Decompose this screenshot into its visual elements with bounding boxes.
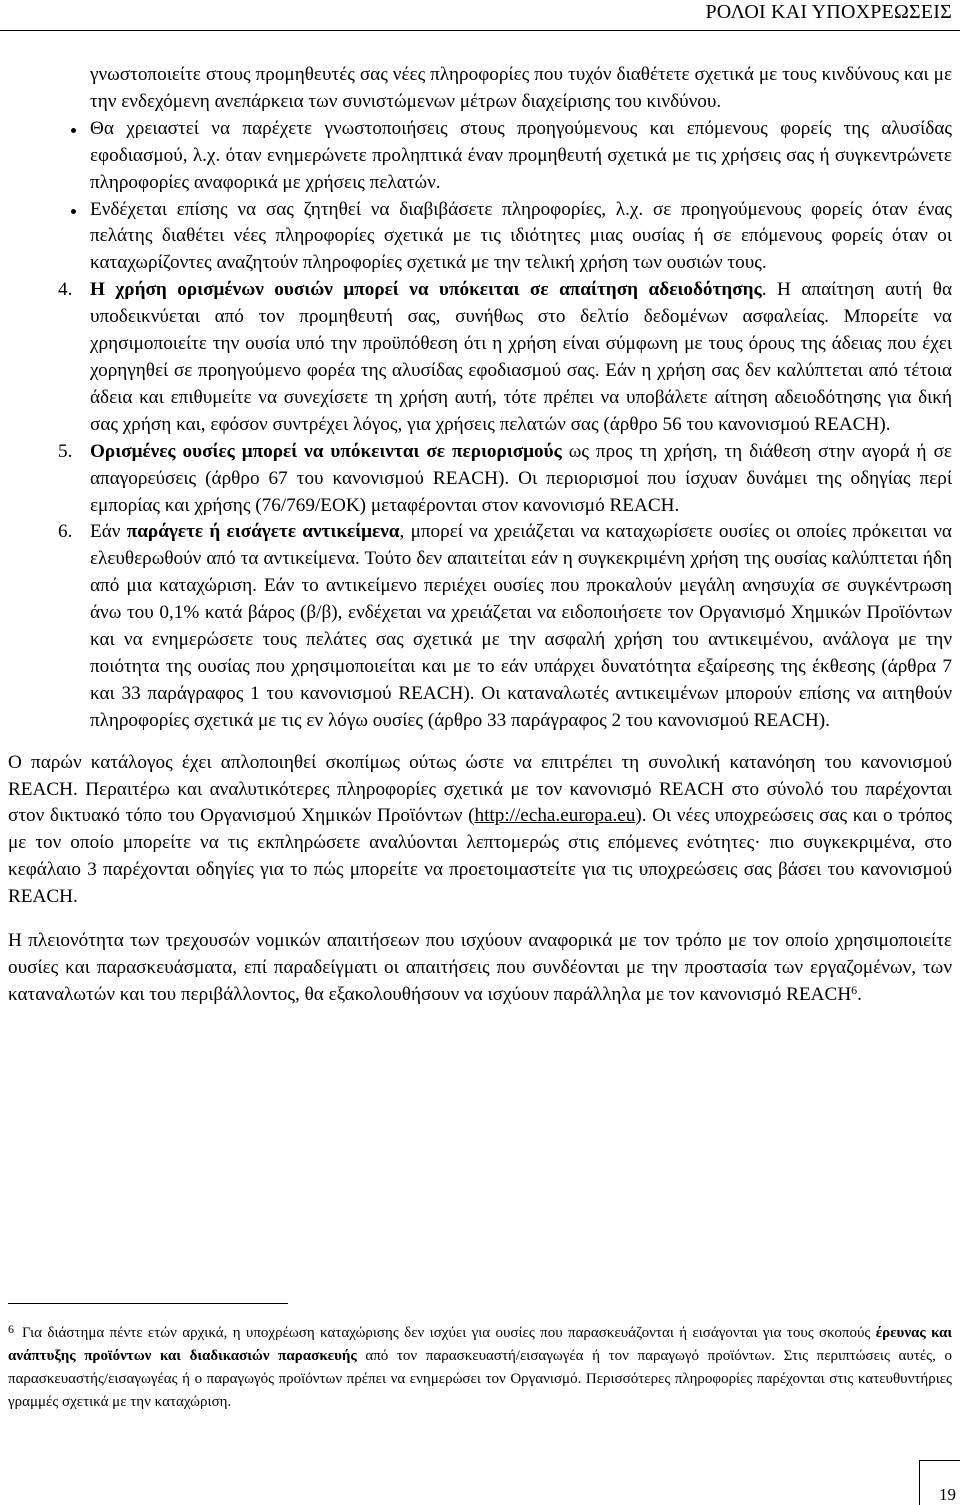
footnote-separator (8, 1303, 288, 1304)
footnote-text: από τον παρασκευαστή/εισαγωγέα ή τον παραγωγό προϊόντων. Στις περιπτώσεις αυτές, ο παρασκευαστής/εισαγωγέας ή ο παραγωγός προϊόντων πρέπει να ενημερώσει τον Οργανισμό. Περισσότερες πληροφορίες παρέχονται στις κατευθυντήριες γραμμές σχετικά με την καταχώριση. (8, 1348, 952, 1410)
legal-requirements-paragraph (8, 928, 952, 1009)
item-number: 4. (58, 279, 73, 301)
echa-link[interactable]: http://echa.europa.eu (474, 805, 636, 827)
bullet-icon (71, 209, 76, 214)
footnote-reference[interactable]: 6 (851, 982, 858, 997)
item-number: 5. (58, 440, 73, 462)
item-text: ως προς τη χρήση, τη διάθεση στην αγορά ή σε απαγορεύσεις (άρθρο 67 του κανονισμού REACH). Οι περιορισμοί που ίσχυαν δυνάμει της οδηγίας περί εμπορίας και χρήσης (76/769/ΕΟΚ) μεταφέρονται στον κανονισμό REACH. (90, 440, 952, 516)
item-bold-text: Ορισμένες ουσίες μπορεί να υπόκεινται σε περιορισμούς (90, 440, 562, 462)
paragraph-text: ). Οι νέες υποχρεώσεις σας και ο τρόπος με τον οποίο μπορείτε να τις εκπληρώσετε αναλύονται λεπτομερώς στις επόμενες ενότητες· πιο συγκεκριμένα, στο κεφάλαιο 3 παρέχονται οδηγίες για το πώς μπορείτε να προετοιμαστείτε για τις υποχρεώσεις σας βάσει του κανονισμού REACH. (8, 805, 952, 908)
header-rule (0, 30, 960, 31)
bullet-text: Ενδέχεται επίσης να σας ζητηθεί να διαβιβάσετε πληροφορίες, λ.χ. σε προηγούμενους φορείς όταν ένας πελάτης διαθέτει νέες πληροφορίες σχετικά με τις ιδιότητες μιας ουσίας ή σε επόμενους φορείς όταν οι καταχωρίζοντες αναζητούν πληροφορίες σχετικά με την τελική χρήση των ουσιών τους. (90, 198, 952, 274)
page-number: 19 (939, 1485, 956, 1504)
item-text: , μπορεί να χρειάζεται να καταχωρίσετε ουσίες οι οποίες πρόκειται να ελευθερωθούν από τα αντικείμενα. Τούτο δεν απαιτείται εάν η συγκεκριμένη χρήση της ουσίας καλύπτεται ήδη από μια καταχώριση. Εάν το αντικείμενο περιέχει ουσίες που προκαλούν μεγάλη ανησυχία σε συγκέντρωση άνω του 0,1% κατά βάρος (β/β), ενδέχεται να χρειάζεται να ειδοποιήσετε τον Οργανισμό Χημικών Προϊόντων και να ενημερώσετε τους πελάτες σας σχετικά με την ασφαλή χρήση του αντικειμένου, ανάλογα με την ποιότητα της ουσίας που χρησιμοποιείται και με το εάν υπάρχει δυνατότητα εξαίρεσης της έκθεσης (άρθρα 7 και 33 παράγραφος 1 του κανονισμού REACH). Οι καταναλωτές αντικειμένων μπορούν επίσης να αιτηθούν πληροφορίες σχετικά με τις εν λόγω ουσίες (άρθρο 33 παράγραφος 2 του κανονισμού REACH). (90, 521, 952, 731)
footnote (8, 1322, 952, 1414)
footnote-text: Για διάστημα πέντε ετών αρχικά, η υποχρέωση καταχώρισης δεν ισχύει για ουσίες που παρασκευάζονται ή εισάγονται για τους σκοπούς (22, 1325, 876, 1341)
bullet-icon (71, 128, 76, 133)
summary-paragraph (8, 750, 952, 911)
running-header: ΡΟΛΟΙ ΚΑΙ ΥΠΟΧΡΕΩΣΕΙΣ (705, 1, 952, 23)
item-number: 6. (58, 521, 73, 543)
bullet-item (8, 197, 952, 278)
footnote-bold-text: έρευνας και ανάπτυξης προϊόντων και διαδικασιών παρασκευής (8, 1325, 953, 1364)
paragraph-text: Ο παρών κατάλογος έχει απλοποιηθεί σκοπίμως ούτως ώστε να επιτρέπει τη συνολική κατανόηση του κανονισμού REACH. Περαιτέρω και αναλυτικότερες πληροφορίες σχετικά με τον κανονισμό REACH στο σύνολό του παρέχονται στον δικτυακό τόπο του Οργανισμού Χημικών Προϊόντων ( (8, 751, 952, 827)
paragraph-text: Η πλειονότητα των τρεχουσών νομικών απαιτήσεων που ισχύουν αναφορικά με τον τρόπο με τον οποίο χρησιμοποιείτε ουσίες και παρασκευάσματα, επί παραδείγματι οι απαιτήσεις που συνδέονται με την προστασία των εργαζομένων, των καταναλωτών και του περιβάλλοντος, θα εξακολουθήσουν να ισχύουν παράλληλα με τον κανονισμό REACH (8, 930, 952, 1005)
paragraph-end: . (857, 983, 862, 1005)
numbered-item-6 (8, 519, 952, 734)
numbered-item-5 (8, 439, 952, 520)
main-content (8, 62, 952, 1009)
item-pre-text: Εάν (90, 521, 127, 543)
numbered-item-4 (8, 277, 952, 438)
item-text: . Η απαίτηση αυτή θα υποδεικνύεται από τον προμηθευτή σας, συνήθως στο δελτίο δεδομένων ασφαλείας. Μπορείτε να χρησιμοποιείτε την ουσία υπό την προϋπόθεση ότι η χρήση είναι σύμφωνη με τους όρους της άδειας που έχει χορηγηθεί σε προηγούμενο φορέα της αλυσίδας εφοδιασμού σας. Εάν η χρήση σας δεν καλύπτεται από τέτοια άδεια και επιθυμείτε να συνεχίσετε τη χρήση αυτή, τότε πρέπει να υποβάλετε αίτηση αδειοδότησης για δική σας χρήση και, εφόσον συντρέχει λόγος, για χρήσεις πελατών σας (άρθρο 56 του κανονισμού REACH). (90, 279, 953, 435)
intro-paragraph: γνωστοποιείτε στους προμηθευτές σας νέες πληροφορίες που τυχόν διαθέτετε σχετικά με τους κινδύνους και με την ενδεχόμενη ανεπάρκεια των συνιστώμενων μέτρων διαχείρισης του κινδύνου. (90, 64, 952, 112)
item-bold-text: Η χρήση ορισμένων ουσιών μπορεί να υπόκειται σε απαίτηση αδειοδότησης (90, 279, 762, 301)
bullet-item (8, 116, 952, 197)
footnote-number: 6 (8, 1322, 14, 1336)
bullet-text: Θα χρειαστεί να παρέχετε γνωστοποιήσεις στους προηγούμενους και επόμενους φορείς της αλυσίδας εφοδιασμού, λ.χ. όταν ενημερώνετε προληπτικά έναν προμηθευτή σχετικά με τις χρήσεις σας ή συγκεντρώνετε πληροφορίες αναφορικά με χρήσεις πελατών. (90, 117, 952, 193)
item-bold-text: παράγετε ή εισάγετε αντικείμενα (126, 521, 400, 543)
